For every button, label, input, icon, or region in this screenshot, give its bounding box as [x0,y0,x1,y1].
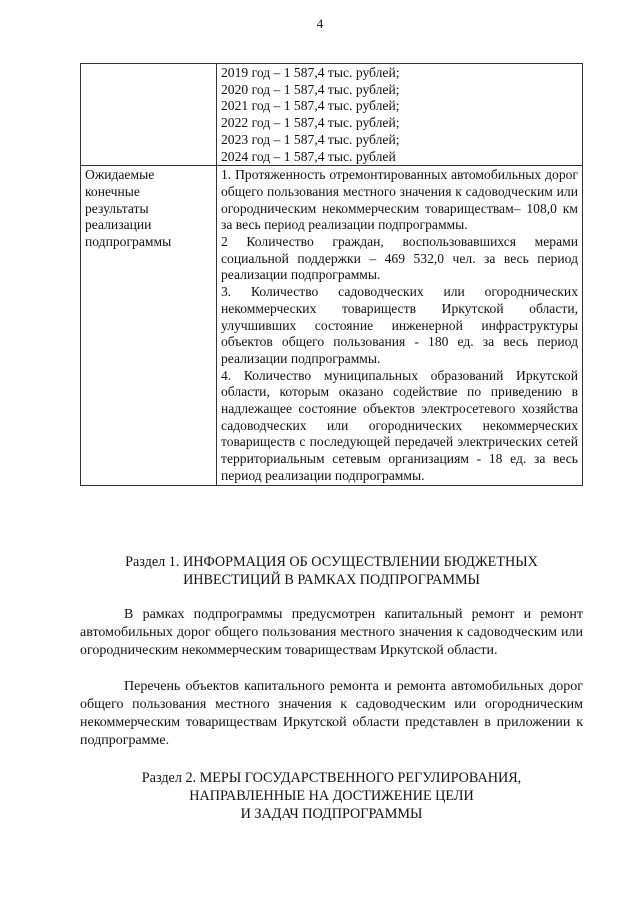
section1-paragraph: В рамках подпрограммы предусмотрен капитальный ремонт и ремонт автомобильных дорог общего пользования местного значения к садоводческим или огородническим некоммерческим товариществам Иркутской области. [80,607,583,658]
results-label-line: подпрограммы [85,234,172,250]
section1-heading-line: ИНВЕСТИЦИЙ В РАМКАХ ПОДПРОГРАММЫ [183,572,480,588]
section1-heading-line: Раздел 1. ИНФОРМАЦИЯ ОБ ОСУЩЕСТВЛЕНИИ БЮДЖЕТНЫХ [125,554,538,570]
section2-heading [80,769,583,823]
funding-year-line: 2023 год – 1 587,4 тыс. рублей; [221,131,400,147]
section2-heading-line: НАПРАВЛЕННЫЕ НА ДОСТИЖЕНИЕ ЦЕЛИ [189,788,474,804]
funding-year-line: 2021 год – 1 587,4 тыс. рублей; [221,98,400,114]
funding-row [81,64,583,166]
page-number: 4 [316,16,324,31]
section1-heading [80,553,583,589]
results-label-cell [81,166,217,485]
funding-year-line: 2022 год – 1 587,4 тыс. рублей; [221,115,400,131]
funding-year-line: 2024 год – 1 587,4 тыс. рублей [221,148,396,164]
funding-years-cell [217,64,583,166]
section1-paragraph: Перечень объектов капитального ремонта и ремонта автомобильных дорог общего пользования местного значения к садоводческим или огородническим некоммерческим товариществам Иркутской области представлен в приложении к подпрограмме. [80,679,583,748]
results-label-line: Ожидаемые [85,167,155,183]
funding-label-cell [81,64,217,166]
results-row [81,166,583,485]
section2-heading-line: Раздел 2. МЕРЫ ГОСУДАРСТВЕННОГО РЕГУЛИРОВАНИЯ, [141,770,522,786]
funding-year-line: 2019 год – 1 587,4 тыс. рублей; [221,65,400,80]
subprogram-passport-table [80,63,583,486]
section2-heading-line: И ЗАДАЧ ПОДПРОГРАММЫ [240,806,423,822]
funding-year-line: 2020 год – 1 587,4 тыс. рублей; [221,81,400,97]
results-label-line: реализации [85,217,152,233]
result-item: 2 Количество граждан, воспользовавшихся мерами социальной поддержки – 469 532,0 чел. за весь период реализации подпрограммы. [221,234,578,283]
results-label-line: результаты [85,200,149,216]
result-item: 4. Количество муниципальных образований Иркутской области, которым оказано содействие по приведению в надлежащее состояние объектов электросетевого хозяйства садоводческих или огороднических некоммерческих товариществ с последующей передачей электрических сетей территориальным сетевым организациям - 18 ед. за весь период реализации подпрограммы. [221,367,578,483]
result-item: 1. Протяженность отремонтированных автомобильных дорог общего пользования местного значения к садоводческим или огородническим некоммерческим товариществам– 108,0 км за весь период реализации подпрограммы. [221,167,578,233]
results-text-cell [217,166,583,485]
result-item: 3. Количество садоводческих или огороднических некоммерческих товариществ Иркутской области, улучшивших состояние инженерной инфраструктуры объектов общего пользования - 180 ед. за весь период реализации подпрограммы. [221,284,578,366]
results-label-line: конечные [85,183,140,199]
